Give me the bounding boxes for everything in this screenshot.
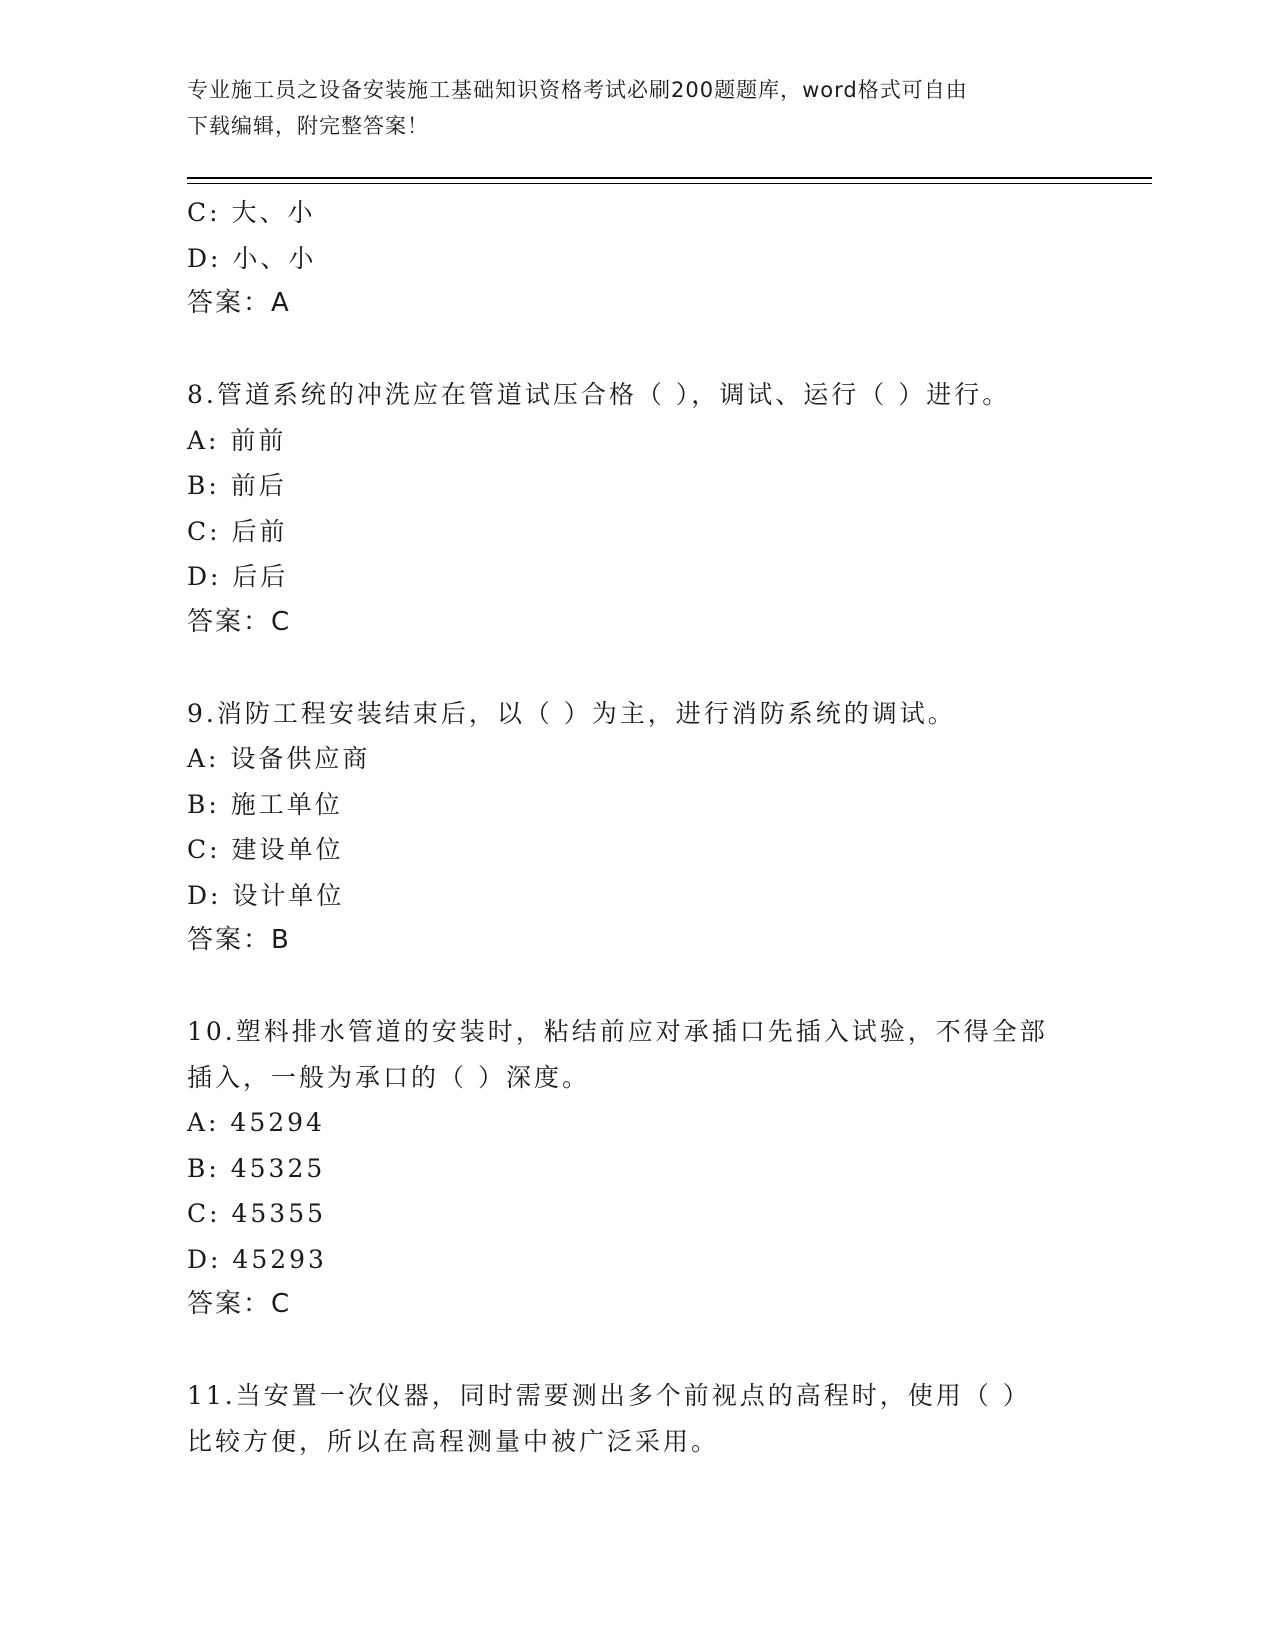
spacer	[187, 964, 1087, 1010]
header-rule-thick	[187, 177, 1152, 179]
question-text-line-2: 插入，一般为承口的（ ）深度。	[187, 1062, 590, 1092]
question-11	[187, 1373, 1087, 1464]
answer-label: 答案：C	[187, 1289, 292, 1319]
option-a: A: 前前	[187, 425, 287, 455]
option-b: B: 施工单位	[187, 789, 343, 819]
option-d: D: 小、小	[187, 243, 317, 273]
header-rule-thin	[187, 183, 1152, 184]
option-d: D: 设计单位	[187, 880, 345, 910]
option-a: A: 45294	[187, 1108, 325, 1137]
option-b: B: 前后	[187, 471, 287, 500]
option-c: C: 建设单位	[187, 835, 344, 864]
question-text: 8.管道系统的冲洗应在管道试压合格（ ），调试、运行（ ）进行。	[187, 380, 1011, 409]
option-d: D: 后后	[187, 562, 289, 591]
question-list	[187, 190, 1087, 1464]
question-text-line-1: 10.塑料排水管道的安装时，粘结前应对承插口先插入试验，不得全部	[187, 1017, 1048, 1046]
option-a: A: 设备供应商	[187, 744, 371, 773]
question-text: 9.消防工程安装结束后，以（ ）为主，进行消防系统的调试。	[187, 698, 956, 728]
question-fragment	[187, 190, 1087, 327]
question-8	[187, 372, 1087, 645]
spacer	[187, 1328, 1087, 1374]
header-title-line-2: 下载编辑，附完整答案！	[187, 114, 429, 138]
answer-label: 答案：C	[187, 606, 292, 637]
answer-label: 答案：A	[187, 288, 291, 318]
option-c: C: 后前	[187, 516, 288, 546]
question-9	[187, 691, 1087, 964]
answer-label: 答案：B	[187, 925, 291, 955]
question-text-line-2: 比较方便，所以在高程测量中被广泛采用。	[187, 1426, 720, 1456]
spacer	[187, 645, 1087, 691]
spacer	[187, 327, 1087, 373]
option-c: C: 45355	[187, 1199, 327, 1228]
document-header	[187, 72, 1067, 144]
option-d: D: 45293	[187, 1244, 327, 1274]
question-10	[187, 1009, 1087, 1328]
header-title-line-1: 专业施工员之设备安装施工基础知识资格考试必刷200题题库，word格式可自由	[187, 78, 968, 102]
option-c: C: 大、小	[187, 198, 316, 227]
option-b: B: 45325	[187, 1153, 326, 1183]
question-text-line-1: 11.当安置一次仪器，同时需要测出多个前视点的高程时，使用（ ）	[187, 1381, 1031, 1410]
